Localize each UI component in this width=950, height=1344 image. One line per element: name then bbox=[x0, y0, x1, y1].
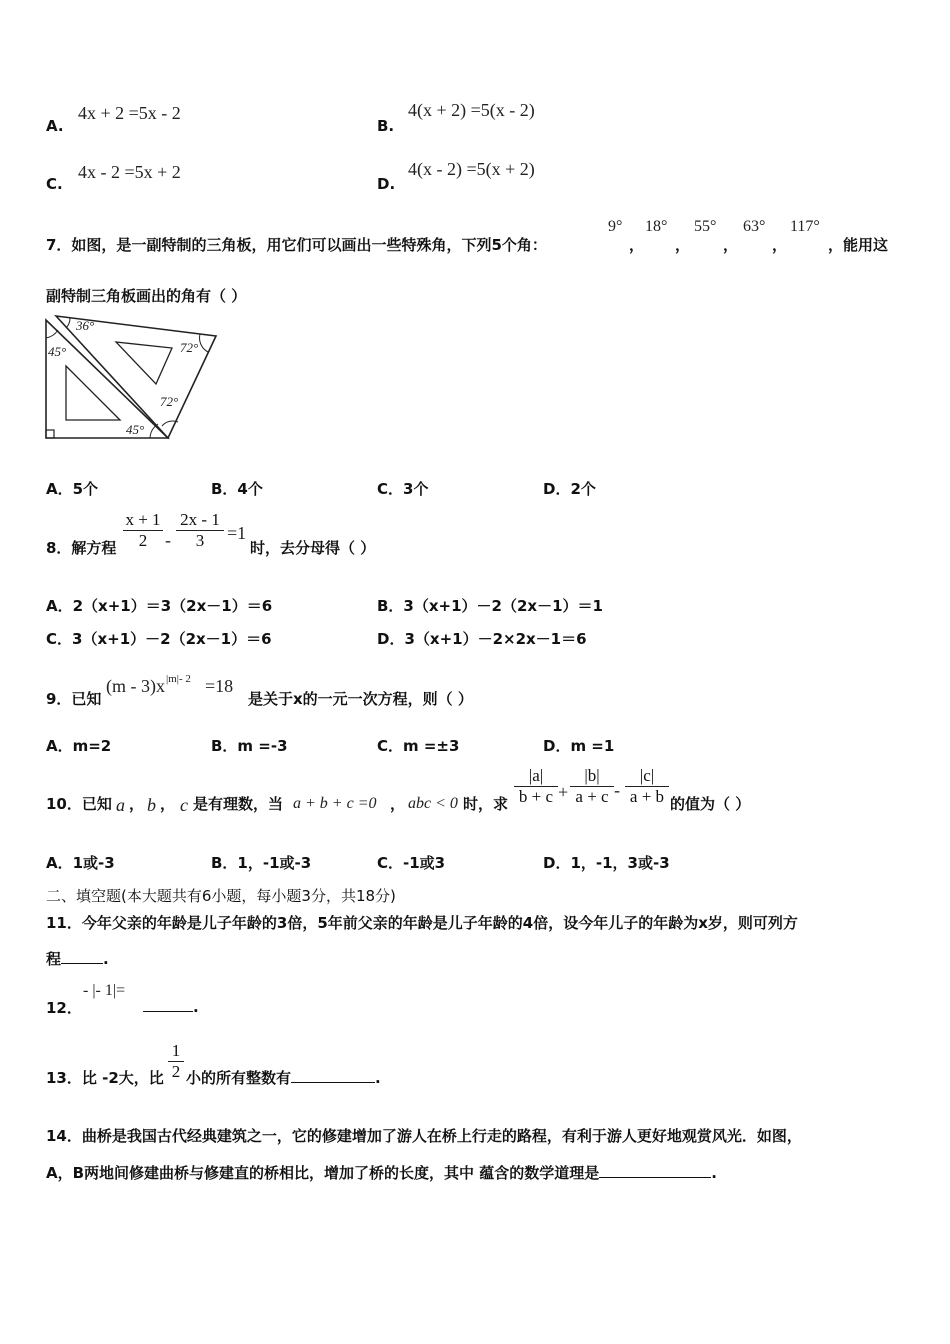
q13-f-den: 2 bbox=[171, 1062, 181, 1081]
q6-option-c-label: C. bbox=[46, 175, 63, 193]
q10-suffix: 的值为（ ） bbox=[670, 795, 751, 813]
q7-option-d: D．2个 bbox=[543, 480, 596, 498]
q8-option-c: C．3（x+1）－2（2x－1）＝6 bbox=[46, 630, 272, 648]
q6-option-b-label: B. bbox=[377, 117, 395, 135]
q13-prefix: 13．比 -2大，比 bbox=[46, 1069, 164, 1087]
q10-condition-product: abc < 0 bbox=[408, 795, 458, 812]
q10-minus: - bbox=[614, 780, 620, 800]
q7-angle-1: 9° bbox=[608, 218, 623, 235]
q11-end: . bbox=[103, 950, 109, 968]
q7-sep-1: ， bbox=[629, 236, 645, 254]
q8-equals: =1 bbox=[227, 523, 247, 543]
q9-equals: =18 bbox=[205, 676, 234, 696]
fig-label-45-bottom: 45° bbox=[126, 422, 145, 437]
q7-sep-2: ， bbox=[675, 236, 691, 254]
q7-option-a: A．5个 bbox=[46, 480, 99, 498]
q7-option-b: B．4个 bbox=[211, 480, 263, 498]
q10-f2-num: |b| bbox=[584, 766, 600, 785]
q10-f3-den: a + b bbox=[629, 787, 665, 806]
q9-option-d: D．m =1 bbox=[543, 737, 615, 755]
q10-var-b: b bbox=[147, 795, 156, 815]
q10-option-b: B．1，-1或-3 bbox=[211, 854, 312, 872]
q7-stem-start: 7．如图，是一副特制的三角板，用它们可以画出一些特殊角，下列5个角： bbox=[46, 236, 547, 254]
q14-end: . bbox=[711, 1164, 717, 1182]
q9-exponent: |m|- 2 bbox=[166, 673, 191, 685]
q10-var-a: a bbox=[116, 795, 125, 815]
q12-answer bbox=[143, 997, 199, 1016]
q7-angle-3: 55° bbox=[694, 218, 717, 235]
q8-option-d: D．3（x+1）－2×2x－1＝6 bbox=[377, 630, 587, 648]
q7-option-c: C．3个 bbox=[377, 480, 429, 498]
q14-line-2-text: A，B两地间修建曲桥与修建直的桥相比，增加了桥的长度，其中 蕴含的数学道理是 bbox=[46, 1164, 600, 1182]
q10-var-c: c bbox=[180, 795, 188, 815]
q11-line-2 bbox=[46, 948, 109, 969]
fig-label-72-bottom: 72° bbox=[160, 394, 179, 409]
section-2-heading: 二、填空题(本大题共有6小题，每小题3分，共18分) bbox=[46, 887, 396, 905]
q7-angle-2: 18° bbox=[645, 218, 668, 235]
q13-end: . bbox=[375, 1069, 381, 1087]
q10-fraction-1 bbox=[514, 766, 558, 807]
q10-fraction-2 bbox=[570, 766, 614, 807]
q9-option-c: C．m =±3 bbox=[377, 737, 460, 755]
q10-mid2: 时，求 bbox=[463, 795, 509, 813]
q6-option-a-label: A. bbox=[46, 117, 64, 135]
q9-suffix: 是关于x的一元一次方程，则（ ） bbox=[248, 690, 473, 708]
q7-angle-4: 63° bbox=[743, 218, 766, 235]
q10-comma-1: ， bbox=[129, 795, 145, 813]
q10-fraction-3 bbox=[625, 766, 669, 807]
q7-stem-end: ，能用这 bbox=[828, 236, 889, 254]
q13-fraction bbox=[168, 1041, 184, 1082]
q8-suffix: 时，去分母得（ ） bbox=[250, 539, 376, 557]
q6-option-d-label: D. bbox=[377, 175, 396, 193]
q14-answer-blank[interactable] bbox=[599, 1163, 711, 1178]
q7-stem-line2: 副特制三角板画出的角有（ ） bbox=[46, 287, 247, 305]
q9-option-a: A．m=2 bbox=[46, 737, 112, 755]
q10-option-a: A．1或-3 bbox=[46, 854, 115, 872]
q12-end: . bbox=[193, 998, 199, 1016]
q10-option-d: D．1，-1，3或-3 bbox=[543, 854, 670, 872]
q7-angle-5: 117° bbox=[790, 218, 820, 235]
q11-answer-blank[interactable] bbox=[61, 949, 103, 964]
q6-option-d-expr: 4(x - 2) =5(x + 2) bbox=[408, 159, 535, 179]
q9-prefix: 9．已知 bbox=[46, 690, 102, 708]
q9-base: (m - 3)x bbox=[106, 676, 165, 696]
q10-condition-sum: a + b + c =0 bbox=[293, 795, 377, 812]
q8-fraction-2 bbox=[176, 510, 224, 551]
q12-answer-blank[interactable] bbox=[143, 997, 193, 1012]
q6-option-b-expr: 4(x + 2) =5(x - 2) bbox=[408, 100, 535, 120]
q13-suffix: 小的所有整数有 bbox=[186, 1069, 292, 1087]
triangle-rulers-figure bbox=[40, 310, 225, 445]
q8-option-a: A．2（x+1）＝3（2x－1）＝6 bbox=[46, 597, 273, 615]
q10-prefix: 10．已知 bbox=[46, 795, 112, 813]
q13-suffix-line bbox=[186, 1067, 381, 1088]
q14-line-2 bbox=[46, 1162, 717, 1183]
q12-expression: - |- 1|= bbox=[83, 982, 126, 999]
q8-minus: - bbox=[165, 530, 171, 550]
q9-option-b: B．m =-3 bbox=[211, 737, 288, 755]
q11-line-1: 11．今年父亲的年龄是儿子年龄的3倍，5年前父亲的年龄是儿子年龄的4倍，设今年儿子的年龄为x岁，则可列方 bbox=[46, 914, 798, 932]
q7-sep-3: ， bbox=[723, 236, 739, 254]
q8-fraction-1 bbox=[123, 510, 163, 551]
fig-label-45-left: 45° bbox=[48, 344, 67, 359]
q10-f3-num: |c| bbox=[639, 766, 655, 785]
q10-mid: 是有理数，当 bbox=[193, 795, 284, 813]
q10-f1-num: |a| bbox=[528, 766, 544, 785]
q8-f1-num: x + 1 bbox=[125, 510, 161, 529]
q8-f2-num: 2x - 1 bbox=[180, 510, 220, 529]
q10-option-c: C．-1或3 bbox=[377, 854, 446, 872]
q10-comma-3: ， bbox=[390, 795, 406, 813]
q13-f-num: 1 bbox=[171, 1041, 181, 1060]
q7-sep-4: ， bbox=[772, 236, 788, 254]
q6-option-a-expr: 4x + 2 =5x - 2 bbox=[78, 103, 181, 123]
q11-line-2-text: 程 bbox=[46, 950, 62, 968]
q10-comma-2: ， bbox=[160, 795, 176, 813]
fig-label-72-top: 72° bbox=[180, 340, 199, 355]
q8-prefix: 8．解方程 bbox=[46, 539, 117, 557]
q6-option-c-expr: 4x - 2 =5x + 2 bbox=[78, 162, 181, 182]
fig-label-36: 36° bbox=[76, 318, 95, 333]
q10-f2-den: a + c bbox=[575, 787, 609, 806]
q14-line-1: 14．曲桥是我国古代经典建筑之一，它的修建增加了游人在桥上行走的路程，有利于游人更好地观赏风光．如图， bbox=[46, 1127, 802, 1145]
q8-option-b: B．3（x+1）－2（2x－1）＝1 bbox=[377, 597, 603, 615]
q10-f1-den: b + c bbox=[518, 787, 554, 806]
q12-label: 12． bbox=[46, 999, 82, 1017]
q13-answer-blank[interactable] bbox=[291, 1068, 375, 1083]
q8-f1-den: 2 bbox=[138, 531, 148, 550]
q10-plus: + bbox=[558, 782, 569, 802]
q8-f2-den: 3 bbox=[195, 531, 205, 550]
